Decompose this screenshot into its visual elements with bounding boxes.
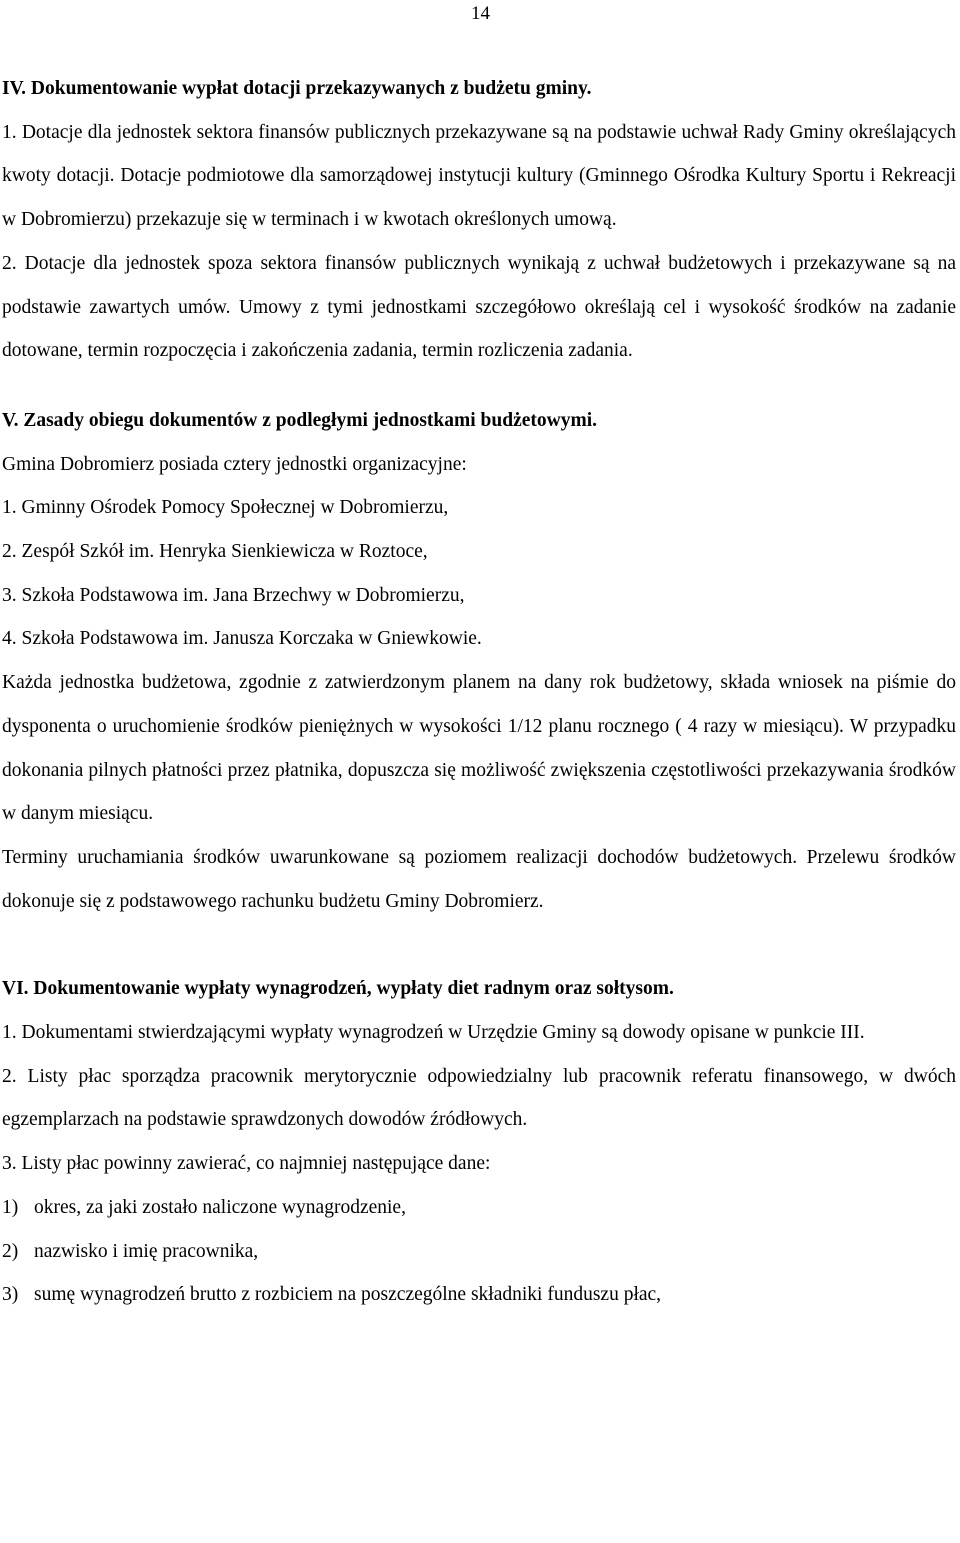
unit-list-item: 1. Gminny Ośrodek Pomocy Społecznej w Dobromierzu, xyxy=(2,497,449,519)
section-5-heading: V. Zasady obiegu dokumentów z podległymi jednostkami budżetowymi. xyxy=(2,409,598,431)
section-5 xyxy=(2,399,956,923)
spacer xyxy=(2,923,956,967)
section-5-intro: Gmina Dobromierz posiada cztery jednostki organizacyjne: xyxy=(2,453,467,475)
unit-list-item: 3. Szkoła Podstawowa im. Jana Brzechwy w Dobromierzu, xyxy=(2,584,465,606)
payroll-list-item xyxy=(2,1230,956,1274)
section-6-paragraph-3: 3. Listy płac powinny zawierać, co najmniej następujące dane: xyxy=(2,1153,491,1175)
section-6 xyxy=(2,967,956,1317)
section-6-paragraph-2: 2. Listy płac sporządza pracownik merytorycznie odpowiedzialny lub pracownik referatu finansowego, w dwóch egzemplarzach na podstawie sprawdzonych dowodów źródłowych. xyxy=(2,1065,956,1131)
spacer xyxy=(2,373,956,399)
payroll-list-text: nazwisko i imię pracownika, xyxy=(34,1240,259,1262)
document-content xyxy=(2,67,956,1317)
payroll-list-item xyxy=(2,1186,956,1230)
payroll-list-number: 1) xyxy=(2,1196,19,1218)
unit-list-item: 4. Szkoła Podstawowa im. Janusza Korczaka w Gniewkowie. xyxy=(2,628,482,650)
section-4-paragraph-2: 2. Dotacje dla jednostek spoza sektora finansów publicznych wynikają z uchwał budżetowych i przekazywane są na podstawie zawartych umów. Umowy z tymi jednostkami szczegółowo określają cel i wysokość środków na zadanie dotowane, termin rozpoczęcia i zakończenia zadania, termin rozliczenia zadania. xyxy=(2,252,956,362)
payroll-list-item xyxy=(2,1273,956,1317)
section-5-paragraph-2: Terminy uruchamiania środków uwarunkowane są poziomem realizacji dochodów budżetowych. Przelewu środków dokonuje się z podstawowego rachunku budżetu Gminy Dobromierz. xyxy=(2,846,956,912)
section-6-heading: VI. Dokumentowanie wypłaty wynagrodzeń, wypłaty diet radnym oraz sołtysom. xyxy=(2,978,674,1000)
payroll-list-number: 3) xyxy=(2,1284,19,1306)
payroll-list-text: okres, za jaki zostało naliczone wynagrodzenie, xyxy=(34,1196,406,1218)
section-4 xyxy=(2,67,956,373)
section-4-paragraph-1: 1. Dotacje dla jednostek sektora finansów publicznych przekazywane są na podstawie uchwał Rady Gminy określających kwoty dotacji. Dotacje podmiotowe dla samorządowej instytucji kultury (Gminnego Ośrodka Kultury Sportu i Rekreacji w Dobromierzu) przekazuje się w terminach i w kwotach określonych umową. xyxy=(2,121,956,231)
payroll-list-text: sumę wynagrodzeń brutto z rozbiciem na poszczególne składniki funduszu płac, xyxy=(34,1284,662,1306)
section-4-heading: IV. Dokumentowanie wypłat dotacji przekazywanych z budżetu gminy. xyxy=(2,78,592,99)
section-6-paragraph-1: 1. Dokumentami stwierdzającymi wypłaty wynagrodzeń w Urzędzie Gminy są dowody opisane w punkcie III. xyxy=(2,1022,865,1044)
unit-list-item: 2. Zespół Szkół im. Henryka Sienkiewicza w Roztoce, xyxy=(2,541,428,563)
page-number: 14 xyxy=(471,3,490,24)
payroll-list-number: 2) xyxy=(2,1240,19,1262)
section-5-paragraph-1: Każda jednostka budżetowa, zgodnie z zatwierdzonym planem na dany rok budżetowy, składa wniosek na piśmie do dysponenta o uruchomienie środków pieniężnych w wysokości 1/12 planu rocznego ( 4 razy w miesiącu). W przypadku dokonania pilnych płatności przez płatnika, dopuszcza się możliwość zwiększenia częstotliwości przekazywania środków w danym miesiącu. xyxy=(2,672,956,825)
